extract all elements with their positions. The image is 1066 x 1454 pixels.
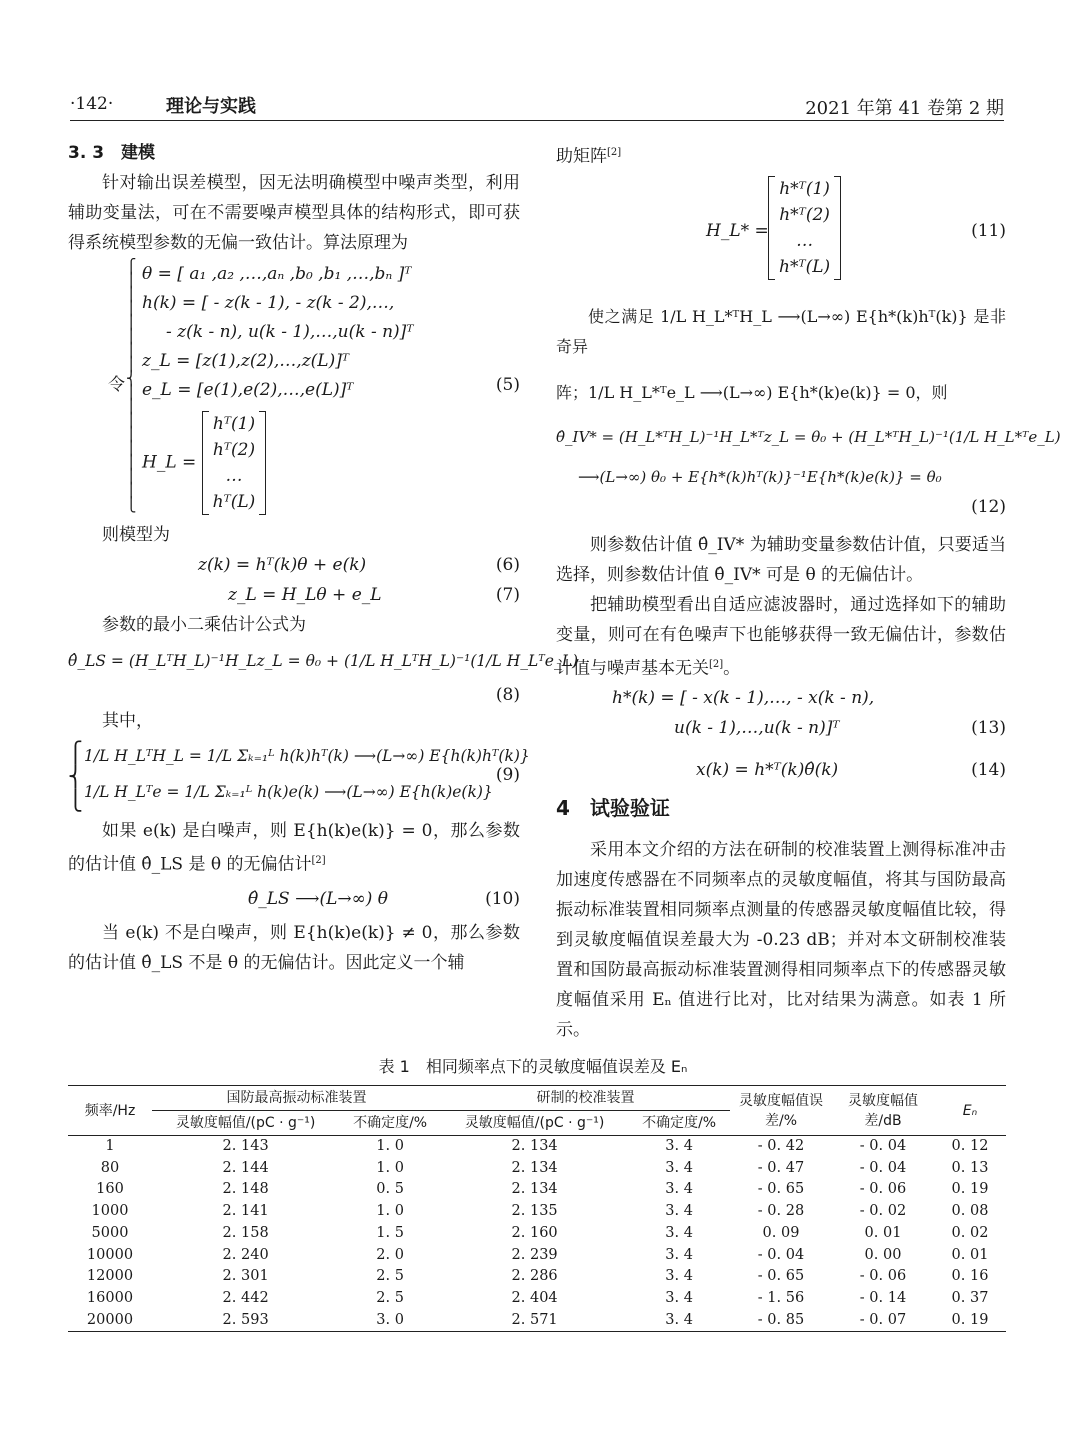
table-cell: 2. 5 [376, 1289, 404, 1306]
table-cell: - 0. 07 [832, 1310, 934, 1332]
equation-number: (7) [495, 585, 520, 605]
equation-12a [556, 422, 1061, 452]
table-row [68, 1179, 1006, 1201]
running-header [70, 92, 1004, 121]
table-row [68, 1223, 1006, 1245]
equation-number: (13) [971, 718, 1006, 739]
equation-number: (14) [971, 760, 1006, 781]
table-cell: 2. 301 [222, 1268, 269, 1285]
section-heading: 3. 3 建模 [68, 143, 156, 163]
citation: [2] [607, 147, 622, 158]
brace-icon: ⎧ ⎨ ⎩ [68, 740, 83, 812]
eq-body: z(k) = hᵀ(k)θ + e(k) [198, 555, 367, 575]
matrix-hl-star [768, 176, 841, 280]
table-header-row [68, 1086, 1006, 1111]
table-cell: 0. 16 [951, 1268, 989, 1285]
equation-6 [68, 550, 520, 580]
issue-info: 2021 年第 41 卷第 2 期 [805, 98, 1004, 119]
table-cell: 0. 12 [951, 1138, 989, 1154]
right-column [556, 138, 1061, 1045]
table-cell: 3. 4 [665, 1159, 693, 1176]
table-cell: - 0. 42 [757, 1138, 805, 1154]
equation-number: (5) [495, 375, 520, 395]
col-header-error: 灵敏度幅值误差/% [730, 1086, 832, 1136]
table-cell: 80 [100, 1159, 120, 1176]
table-cell: 20000 [68, 1310, 152, 1332]
eq-line: h(k) = [ - z(k - 1), - z(k - 2),…, [142, 293, 395, 313]
table-cell: 0. 19 [934, 1310, 1006, 1332]
table-row [68, 1310, 1006, 1332]
journal-section: 理论与实践 [166, 96, 256, 117]
table-cell: 1. 0 [376, 1138, 404, 1154]
table-cell: 0. 08 [951, 1203, 989, 1220]
text-run: 把辅助模型看出自适应滤波器时，通过选择如下的辅助变量，则可在有色噪声下也能够获得一致无偏估计，参数估计值与噪声基本无关 [556, 594, 1006, 679]
table-cell: - 0. 06 [859, 1181, 907, 1198]
table-row [68, 1266, 1006, 1288]
eq-line: 1/L H_Lᵀe = 1/L Σₖ₌₁ᴸ h(k)e(k) ⟶(L→∞) E{h(k)e(k)} [84, 783, 493, 801]
col-header-unc: 不确定度/% [339, 1111, 441, 1136]
eq-body: x(k) = h*ᵀ(k)θ̂(k) [696, 760, 839, 781]
equation-number: (9) [495, 765, 520, 785]
table-cell: 2. 143 [222, 1138, 269, 1154]
matrix-row: hᵀ(2) [212, 440, 256, 460]
brace-icon: ⎧ ⎪ ⎪ ⎪ ⎪ ⎪ ⎪ ⎪ ⎨ ⎪ ⎪ ⎪ ⎪ ⎪ ⎪ ⎪ ⎪ ⎩ [126, 259, 137, 513]
equation-11 [556, 176, 1006, 294]
eq-line: z_L = [z(1),z(2),…,z(L)]ᵀ [142, 351, 349, 371]
table-cell: - 0. 47 [757, 1159, 805, 1176]
table-cell: 12000 [86, 1268, 134, 1285]
table-row [68, 1158, 1006, 1180]
matrix-row: h*ᵀ(1) [779, 178, 830, 199]
table-cell: 3. 0 [339, 1310, 441, 1332]
equation-12b [556, 462, 1006, 492]
table-cell: 2. 240 [222, 1246, 269, 1263]
table-cell: 2. 144 [222, 1159, 269, 1176]
table-cell: 2. 442 [222, 1289, 269, 1306]
table-cell: 1. 5 [376, 1224, 404, 1241]
matrix-row: hᵀ(1) [212, 414, 256, 434]
table-cell: 2. 286 [511, 1268, 558, 1285]
paragraph: 采用本文介绍的方法在研制的校准装置上测得标准冲击加速度传感器在不同频率点的灵敏度幅值，将其与国防最高振动标准装置相同频率点测量的传感器灵敏度幅值比较，得到灵敏度幅值误差最大为 -0.23 dB；并对本文研制校准装置和国防最高振动标准装置测得相同频率点下的传感器灵敏度幅值采用 Eₙ 值进行比对，比对结果为满意。如表 1 所示。 [556, 840, 1006, 1041]
table-row [68, 1288, 1006, 1310]
equation-14 [556, 755, 1006, 785]
table-cell: 3. 4 [628, 1310, 730, 1332]
table-cell: - 0. 04 [859, 1138, 907, 1154]
table-cell: 2. 158 [222, 1224, 269, 1241]
table-cell: 0. 19 [951, 1181, 989, 1198]
matrix-row: … [225, 466, 243, 486]
table-cell: 3. 4 [665, 1138, 693, 1154]
table-cell: 2. 141 [222, 1203, 269, 1220]
paragraph: 阵；1/L H_L*ᵀe_L ⟶(L→∞) E{h*(k)e(k)} = 0，则 [556, 382, 948, 402]
table-cell: - 0. 28 [757, 1203, 805, 1220]
table-cell: 2. 0 [376, 1246, 404, 1263]
eq-body: H_L* = [706, 220, 769, 241]
col-group-developed: 研制的校准装置 [441, 1086, 730, 1111]
table-cell: - 0. 04 [757, 1246, 805, 1263]
ling-label: 令 [108, 375, 125, 395]
table-cell: - 0. 04 [859, 1159, 907, 1176]
table-cell: 160 [96, 1181, 124, 1198]
table-cell: 1000 [91, 1203, 129, 1220]
table-cell: 3. 4 [665, 1246, 693, 1263]
table-cell: 2. 135 [511, 1203, 558, 1220]
matrix-row: hᵀ(L) [212, 492, 256, 512]
paragraph [556, 138, 1006, 172]
equation-number: (8) [495, 685, 520, 705]
table-cell: 0. 02 [951, 1224, 989, 1241]
table-cell: 2. 5 [376, 1268, 404, 1285]
citation: [2] [311, 855, 326, 866]
col-header-unc: 不确定度/% [628, 1111, 730, 1136]
equation-7 [68, 580, 520, 610]
eq-body: ⟶(L→∞) θ₀ + E{h*(k)hᵀ(k)}⁻¹E{h*(k)e(k)} = θ₀ [578, 467, 942, 486]
table-caption: 表 1 相同频率点下的灵敏度幅值误差及 Eₙ [378, 1057, 688, 1076]
paragraph: 其中， [102, 711, 153, 731]
eq-body: u(k - 1),…,u(k - n)]ᵀ [674, 718, 840, 739]
table-cell: 1. 0 [376, 1203, 404, 1220]
table-cell: 5000 [91, 1224, 129, 1241]
col-header-freq: 频率/Hz [68, 1086, 152, 1136]
equation-13b [556, 713, 1006, 743]
table-cell: 3. 4 [665, 1181, 693, 1198]
eq-line: H_L = [142, 452, 197, 473]
table-cell: 0. 00 [864, 1246, 902, 1263]
table-cell: 3. 4 [665, 1203, 693, 1220]
citation: [2] [709, 658, 724, 670]
table-cell: 2. 134 [511, 1138, 558, 1154]
col-header-en: Eₙ [934, 1086, 1006, 1136]
table-cell: 2. 134 [511, 1181, 558, 1198]
table-cell: 3. 4 [665, 1224, 693, 1241]
paragraph: 使之满足 1/L H_L*ᵀH_L ⟶(L→∞) E{h*(k)hᵀ(k)} 是非奇异 [556, 306, 1006, 356]
table-row [68, 1201, 1006, 1223]
eq-body: θ̂_LS ⟶(L→∞) θ [248, 888, 389, 909]
equation-number: (10) [485, 888, 520, 909]
table-cell: 0. 5 [376, 1181, 404, 1198]
table-row [68, 1136, 1006, 1158]
table-cell: 10000 [86, 1246, 134, 1263]
col-group-national: 国防最高振动标准装置 [152, 1086, 441, 1111]
equation-number: (11) [971, 220, 1006, 241]
equation-8 [68, 646, 579, 676]
equation-number: (12) [971, 496, 1006, 517]
eq-body: θ̂_LS = (H_LᵀH_L)⁻¹H_Lz_L = θ₀ + (1/L H_LᵀH_L)⁻¹(1/L H_Lᵀe_L) [68, 652, 579, 670]
eq-line: θ = [ a₁ ,a₂ ,…,aₙ ,b₀ ,b₁ ,…,bₙ ]ᵀ [142, 264, 412, 284]
paragraph [68, 816, 520, 880]
left-column [68, 138, 579, 978]
table-cell: 2. 134 [511, 1159, 558, 1176]
text-run: 如果 e(k) 是白噪声，则 E{h(k)e(k)} = 0，那么参数的估计值 θ̂_LS 是 θ 的无偏估计 [68, 821, 520, 875]
equation-10 [68, 884, 520, 914]
page-number: ·142· [70, 94, 114, 114]
table-cell: 3. 4 [665, 1289, 693, 1306]
table-body [68, 1136, 1006, 1332]
table-cell: 2. 160 [511, 1224, 558, 1241]
table-cell: 2. 404 [511, 1289, 558, 1306]
table-cell: - 0. 06 [859, 1268, 907, 1285]
table-cell: 2. 571 [441, 1310, 628, 1332]
matrix-row: h*ᵀ(L) [779, 256, 831, 277]
paragraph: 则模型为 [102, 525, 170, 545]
matrix-row: h*ᵀ(2) [779, 204, 830, 225]
text-run: 助矩阵 [556, 146, 607, 167]
eq-body: θ̂_IV* = (H_L*ᵀH_L)⁻¹H_L*ᵀz_L = θ₀ + (H_L*ᵀH_L)⁻¹(1/L H_L*ᵀe_L) [556, 427, 1061, 446]
table-cell: 0. 09 [762, 1224, 800, 1241]
eq-line: - z(k - n), u(k - 1),…,u(k - n)]ᵀ [166, 322, 414, 342]
eq-line: e_L = [e(1),e(2),…,e(L)]ᵀ [142, 380, 354, 400]
results-table [68, 1085, 1006, 1332]
table-cell: - 1. 56 [757, 1289, 805, 1306]
matrix-row: … [796, 230, 814, 251]
paragraph: 针对输出误差模型，因无法明确模型中噪声类型，利用辅助变量法，可在不需要噪声模型具体的结构形式，即可获得系统模型参数的无偏一致估计。算法原理为 [68, 173, 520, 253]
table-cell: - 0. 65 [757, 1268, 805, 1285]
table-cell: 0. 01 [951, 1246, 989, 1263]
col-header-sens: 灵敏度幅值/(pC · g⁻¹) [441, 1111, 628, 1136]
table-cell: 2. 239 [511, 1246, 558, 1263]
table-cell: 16000 [86, 1289, 134, 1306]
equation-5 [68, 260, 520, 518]
eq-body: z_L = H_Lθ + e_L [228, 585, 382, 605]
equation-9 [68, 738, 530, 814]
paragraph: 则参数估计值 θ̂_IV* 为辅助变量参数估计值，只要适当选择，则参数估计值 θ̂_IV* 可是 θ 的无偏估计。 [556, 534, 1006, 585]
section-heading: 4 试验验证 [556, 796, 670, 821]
matrix-hl [202, 411, 267, 515]
equation-13a [556, 683, 1006, 713]
table-cell: 2. 148 [222, 1181, 269, 1198]
table-cell: - 0. 65 [757, 1181, 805, 1198]
col-header-sens: 灵敏度幅值/(pC · g⁻¹) [152, 1111, 339, 1136]
eq-body: h*(k) = [ - x(k - 1),…, - x(k - n), [612, 688, 875, 709]
table-cell: 2. 593 [152, 1310, 339, 1332]
table-cell: - 0. 14 [859, 1289, 907, 1306]
table-cell: - 0. 85 [730, 1310, 832, 1332]
table-cell: 1 [105, 1138, 115, 1154]
paragraph: 把辅助模型看出自适应滤波器时，通过选择如下的辅助变量，则可在有色噪声下也能够获得一致无偏估计，参数估计值与噪声基本无关[2]。 [556, 594, 1006, 679]
paragraph: 当 e(k) 不是白噪声，则 E{h(k)e(k)} ≠ 0，那么参数的估计值 θ̂_LS 不是 θ 的无偏估计。因此定义一个辅 [68, 922, 520, 973]
table-row [68, 1245, 1006, 1267]
paragraph: 参数的最小二乘估计公式为 [102, 615, 306, 635]
table-cell: 3. 4 [665, 1268, 693, 1285]
table-cell: - 0. 02 [859, 1203, 907, 1220]
table-cell: 0. 13 [951, 1159, 989, 1176]
eq-line: 1/L H_LᵀH_L = 1/L Σₖ₌₁ᴸ h(k)hᵀ(k) ⟶(L→∞) E{h(k)hᵀ(k)} [84, 747, 530, 765]
col-header-diff: 灵敏度幅值差/dB [832, 1086, 934, 1136]
equation-number: (6) [495, 555, 520, 575]
table-cell: 1. 0 [376, 1159, 404, 1176]
table-cell: 0. 01 [864, 1224, 902, 1241]
table-cell: 0. 37 [951, 1289, 989, 1306]
